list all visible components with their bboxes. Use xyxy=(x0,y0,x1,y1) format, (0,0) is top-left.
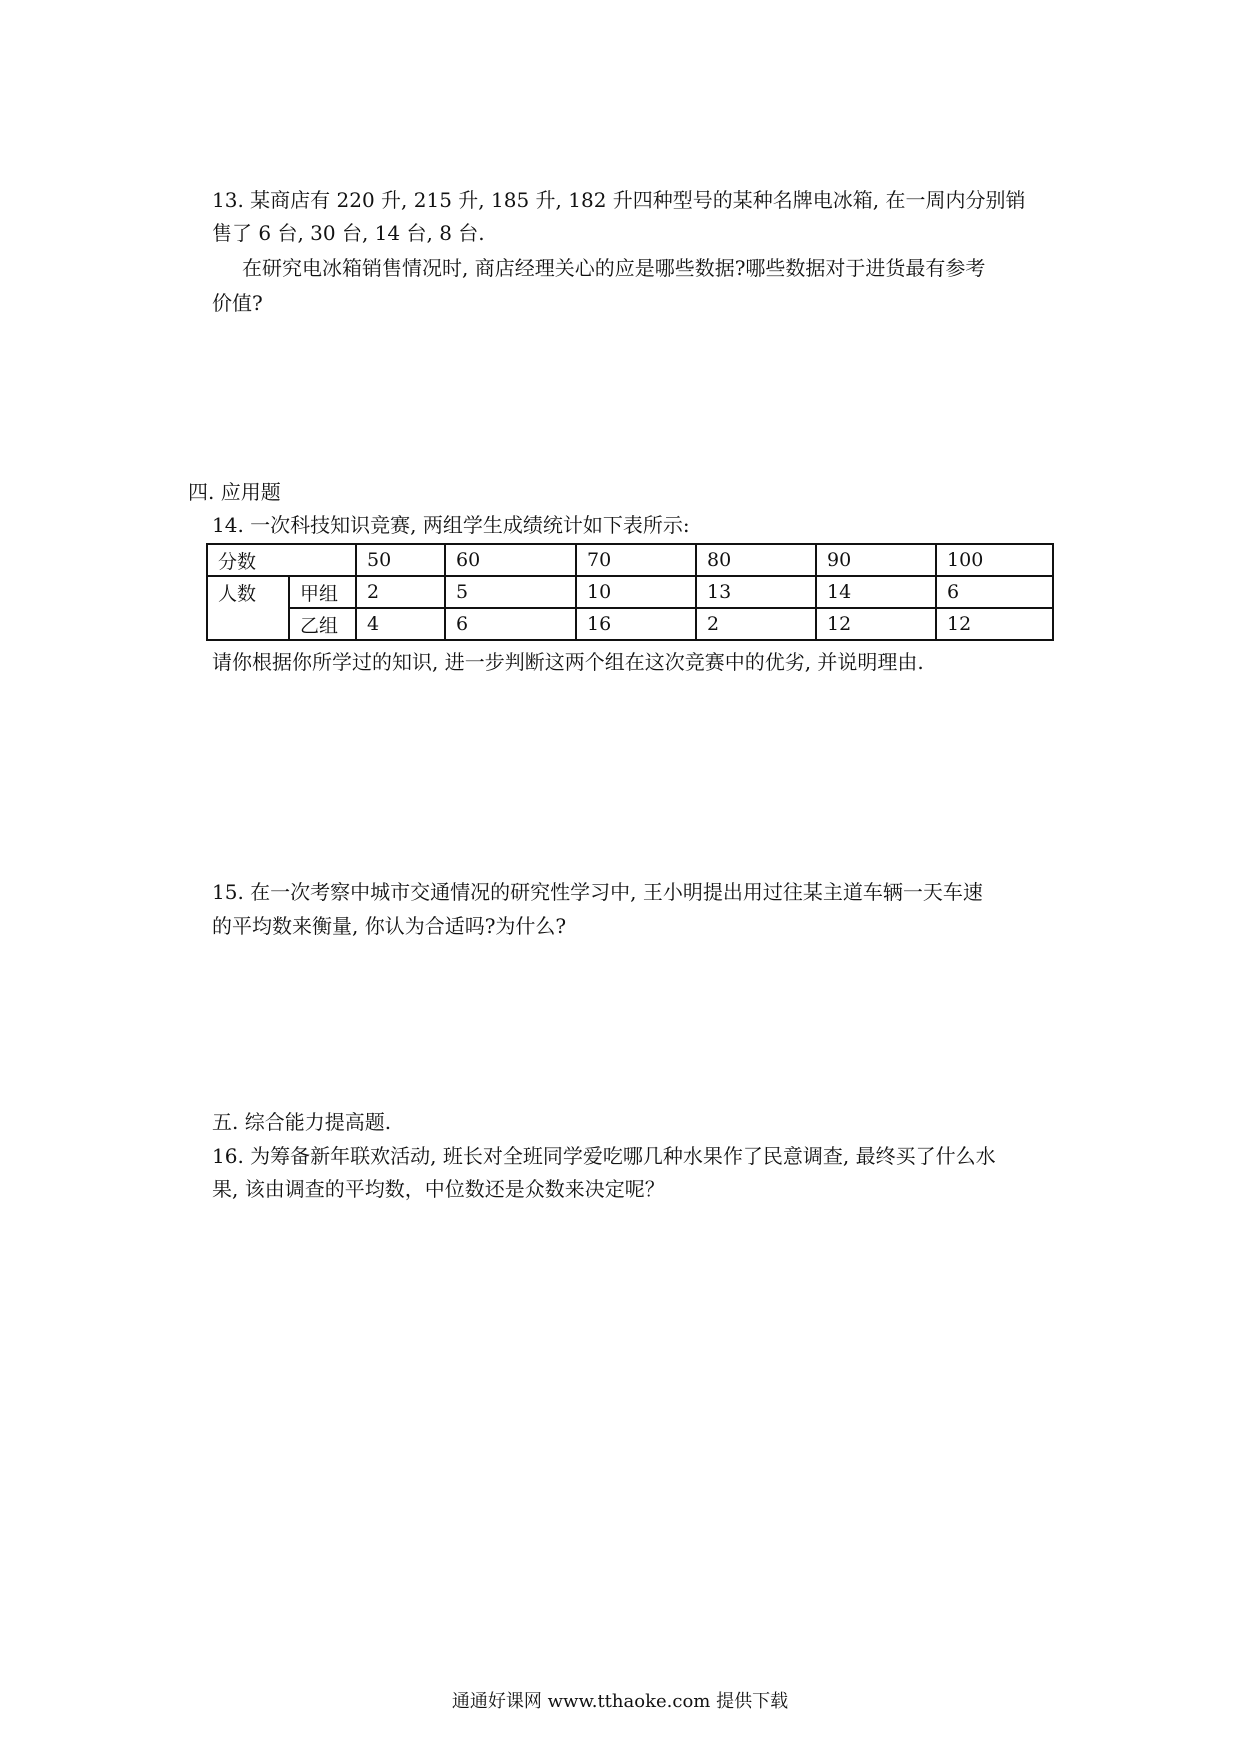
table-row-scores xyxy=(207,544,1053,576)
score-cell: 90 xyxy=(816,544,936,576)
score-cell: 100 xyxy=(936,544,1053,576)
count-cell: 13 xyxy=(696,576,816,608)
header-label-cell: 分数 xyxy=(207,544,356,576)
score-cell: 50 xyxy=(356,544,445,576)
q15-line-1: 15. 在一次考察中城市交通情况的研究性学习中, 王小明提出用过往某主道车辆一天车速 xyxy=(212,880,983,904)
count-cell: 2 xyxy=(696,608,816,640)
score-cell: 80 xyxy=(696,544,816,576)
count-cell: 16 xyxy=(576,608,696,640)
count-cell: 12 xyxy=(936,608,1053,640)
count-cell: 4 xyxy=(356,608,445,640)
count-cell: 6 xyxy=(936,576,1053,608)
q14-question: 请你根据你所学过的知识, 进一步判断这两个组在这次竞赛中的优劣, 并说明理由. xyxy=(212,650,924,674)
score-cell: 70 xyxy=(576,544,696,576)
count-cell: 12 xyxy=(816,608,936,640)
count-cell: 14 xyxy=(816,576,936,608)
q14-intro: 14. 一次科技知识竞赛, 两组学生成绩统计如下表所示: xyxy=(212,513,690,537)
q16-line-1: 16. 为筹备新年联欢活动, 班长对全班同学爱吃哪几种水果作了民意调查, 最终买了什么水 xyxy=(212,1144,996,1168)
group-name-cell: 乙组 xyxy=(289,608,356,640)
section-4-title: 四. 应用题 xyxy=(188,480,281,504)
q15-line-2: 的平均数来衡量, 你认为合适吗?为什么? xyxy=(212,914,567,938)
page-footer: 通通好课网 www.tthaoke.com 提供下载 xyxy=(451,1691,789,1712)
count-cell: 5 xyxy=(445,576,576,608)
count-cell: 6 xyxy=(445,608,576,640)
q16-line-2: 果, 该由调查的平均数，中位数还是众数来决定呢？ xyxy=(212,1177,665,1201)
q13-line-1: 13. 某商店有 220 升, 215 升, 185 升, 182 升四种型号的某种名牌电冰箱, 在一周内分别销 xyxy=(212,188,1026,212)
section-5-title: 五. 综合能力提高题. xyxy=(212,1110,392,1134)
table-row-group-b xyxy=(207,608,1053,640)
row-label-cell: 人数 xyxy=(207,576,289,640)
q13-line-4: 价值? xyxy=(212,291,263,315)
q13-line-3: 在研究电冰箱销售情况时, 商店经理关心的应是哪些数据?哪些数据对于进货最有参考 xyxy=(242,256,986,280)
group-name-cell: 甲组 xyxy=(289,576,356,608)
table-row-group-a xyxy=(207,576,1053,608)
score-table xyxy=(206,543,1054,641)
score-cell: 60 xyxy=(445,544,576,576)
count-cell: 2 xyxy=(356,576,445,608)
count-cell: 10 xyxy=(576,576,696,608)
q13-line-2: 售了 6 台, 30 台, 14 台, 8 台. xyxy=(212,221,485,245)
